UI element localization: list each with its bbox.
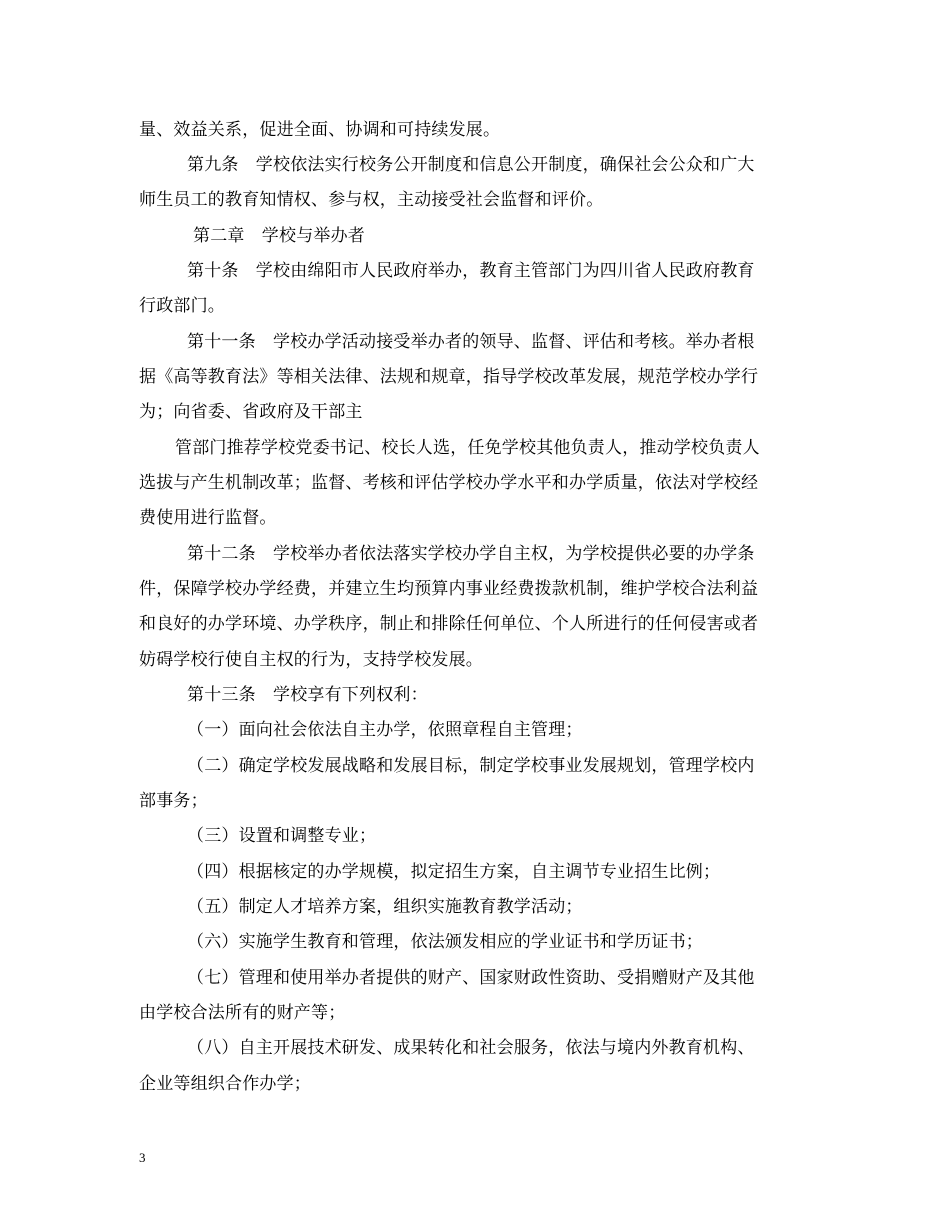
text-line: 第十二条 学校举办者依法落实学校办学自主权，为学校提供必要的办学条 <box>187 544 755 564</box>
text-line: 部事务； <box>139 791 208 811</box>
list-item: （八）自主开展技术研发、成果转化和社会服务，依法与境内外教育机构、 <box>187 1038 755 1058</box>
text-line: 由学校合法所有的财产等； <box>139 1003 346 1023</box>
text-line: 第十条 学校由绵阳市人民政府举办，教育主管部门为四川省人民政府教育 <box>187 261 755 281</box>
list-item: （七）管理和使用举办者提供的财产、国家财政性资助、受捐赠财产及其他 <box>187 968 755 988</box>
text-line: 费使用进行监督。 <box>139 508 277 528</box>
text-line: 第九条 学校依法实行校务公开制度和信息公开制度，确保社会公众和广大 <box>187 155 755 175</box>
text-line: 选拔与产生机制改革；监督、考核和评估学校办学水平和办学质量，依法对学校经 <box>139 473 759 493</box>
text-line: 件，保障学校办学经费，并建立生均预算内事业经费拨款机制，维护学校合法利益 <box>139 579 759 599</box>
list-item: （四）根据核定的办学规模，拟定招生方案，自主调节专业招生比例； <box>187 862 721 882</box>
text-line: 据《高等教育法》等相关法律、法规和规章，指导学校改革发展，规范学校办学行 <box>139 367 759 387</box>
page-number: 3 <box>139 1150 146 1165</box>
text-line: 和良好的办学环境、办学秩序，制止和排除任何单位、个人所进行的任何侵害或者 <box>139 614 759 634</box>
list-item: （五）制定人才培养方案，组织实施教育教学活动； <box>187 897 583 917</box>
text-line: 量、效益关系，促进全面、协调和可持续发展。 <box>139 120 501 140</box>
text-line: 师生员工的教育知情权、参与权，主动接受社会监督和评价。 <box>139 190 604 210</box>
text-line: 行政部门。 <box>139 296 225 316</box>
text-line: 第十三条 学校享有下列权利： <box>187 685 428 705</box>
text-line: 第十一条 学校办学活动接受举办者的领导、监督、评估和考核。举办者根 <box>187 332 755 352</box>
list-item: （一）面向社会依法自主办学，依照章程自主管理； <box>187 720 583 740</box>
text-line: 为；向省委、省政府及干部主 <box>139 402 363 422</box>
chapter-heading: 第二章 学校与举办者 <box>193 226 365 246</box>
text-line: 管部门推荐学校党委书记、校长人选，任免学校其他负责人，推动学校负责人 <box>175 438 760 458</box>
list-item: （三）设置和调整专业； <box>187 826 377 846</box>
list-item: （六）实施学生教育和管理，依法颁发相应的学业证书和学历证书； <box>187 932 703 952</box>
text-line: 妨碍学校行使自主权的行为，支持学校发展。 <box>139 650 483 670</box>
list-item: （二）确定学校发展战略和发展目标，制定学校事业发展规划，管理学校内 <box>187 756 755 776</box>
text-line: 企业等组织合作办学； <box>139 1074 311 1094</box>
